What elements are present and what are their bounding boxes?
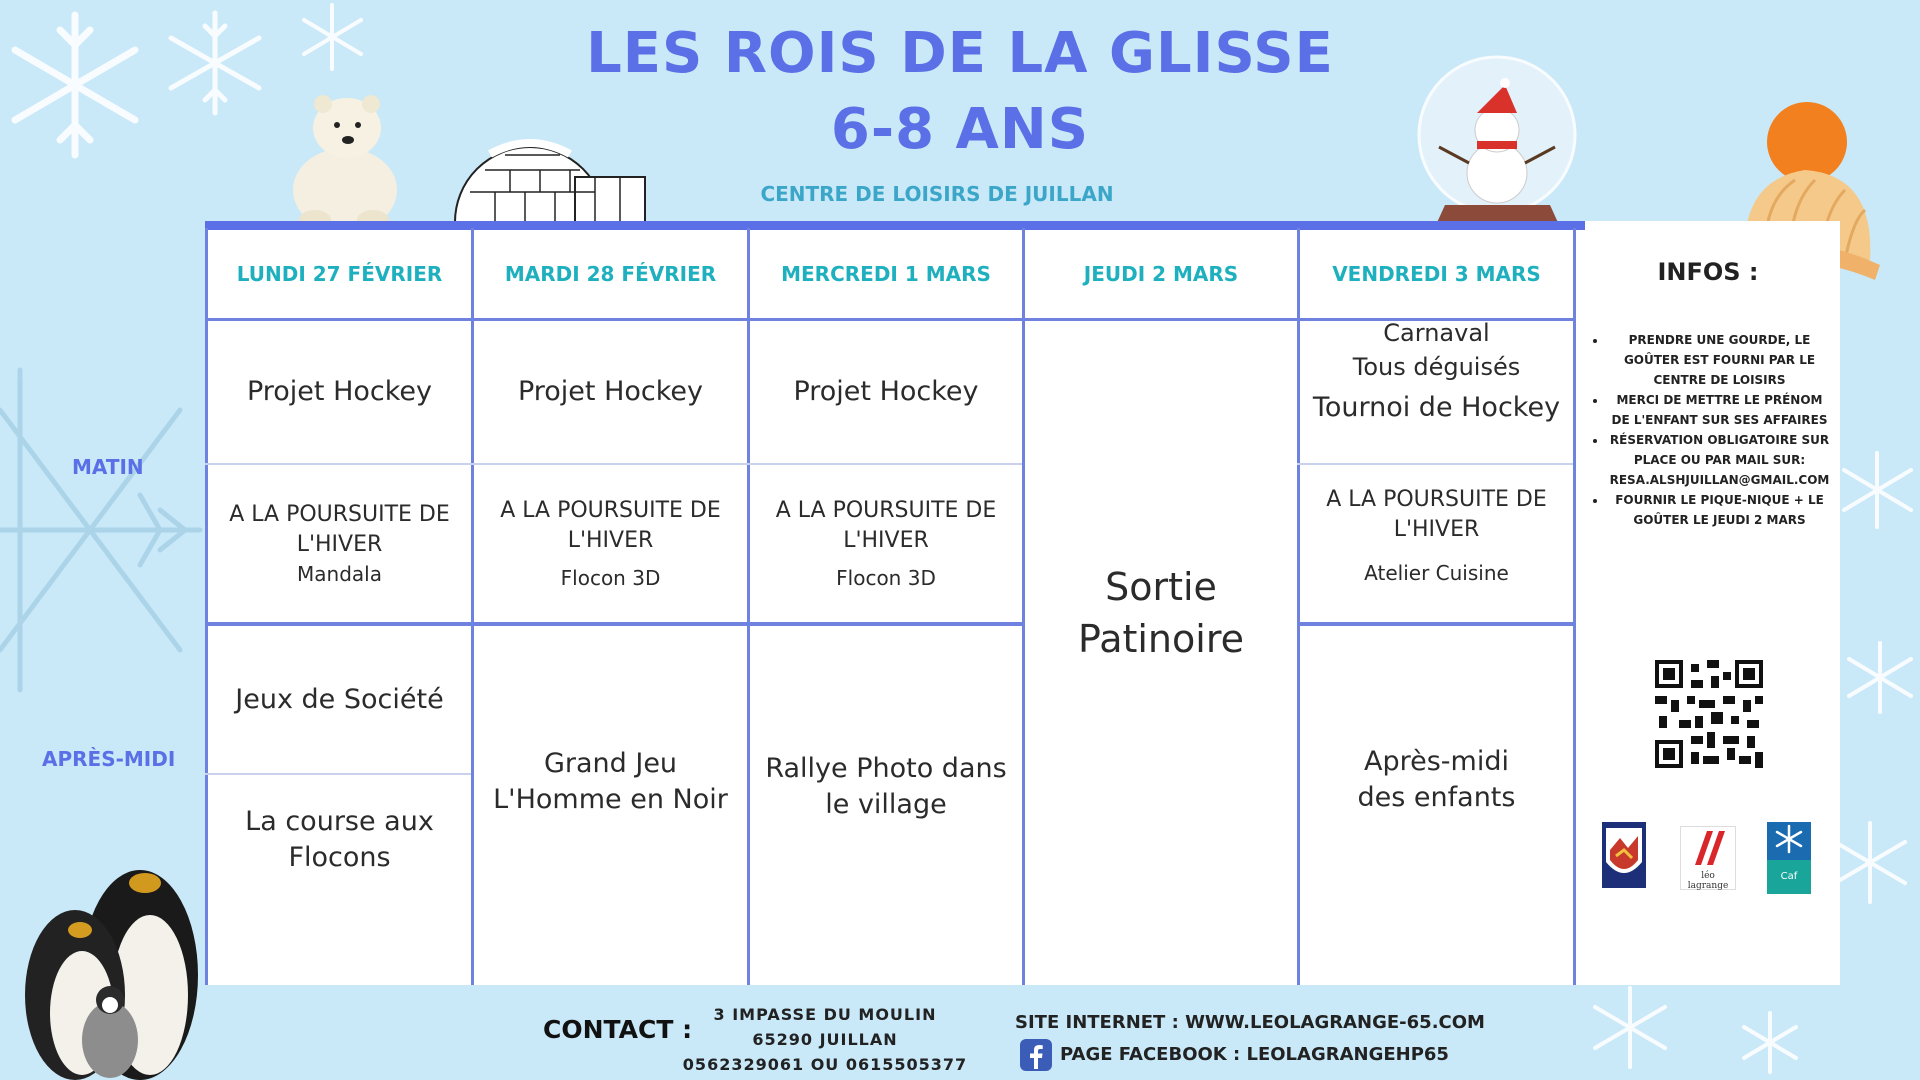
info-item: • MERCI DE METTRE LE PRÉNOM DE L'ENFANT SUR SES AFFAIRES	[1607, 390, 1832, 430]
info-item: • PRENDRE UNE GOURDE, LE GOÛTER EST FOURNI PAR LE CENTRE DE LOISIRS	[1607, 330, 1832, 390]
facebook-icon	[1020, 1039, 1052, 1071]
info-item: • RÉSERVATION OBLIGATOIRE SUR PLACE OU PAR MAIL SUR: RESA.ALSHJUILLAN@GMAIL.COM	[1607, 430, 1832, 490]
day-header-monday: LUNDI 27 FÉVRIER	[236, 262, 443, 286]
morning-label: MATIN	[72, 455, 144, 479]
afternoon-label: APRÈS-MIDI	[42, 747, 176, 771]
friday-afternoon: Après-midi des enfants	[1357, 746, 1516, 813]
address-line: 65290 JUILLAN	[752, 1030, 898, 1049]
contact-address	[680, 1002, 970, 1077]
monday-morning-1	[208, 321, 471, 463]
facebook-row[interactable]	[1020, 1039, 1449, 1071]
center-name: CENTRE DE LOISIRS DE JUILLAN	[760, 182, 1114, 206]
qr-code-icon[interactable]	[1655, 660, 1763, 768]
juillan-crest-logo-icon	[1602, 822, 1646, 888]
leo-lagrange-icon	[1681, 827, 1735, 867]
friday-morning-2: A LA POURSUITE DE L'HIVER Atelier Cuisine	[1326, 487, 1547, 585]
snowflake-icon	[1840, 450, 1915, 530]
penguins-icon	[10, 835, 210, 1080]
snowflake-icon	[1830, 820, 1910, 905]
website-link[interactable]: SITE INTERNET : WWW.LEOLAGRANGE-65.COM	[1015, 1012, 1485, 1033]
snowman-globe-icon	[1405, 55, 1590, 230]
snowflake-icon	[1845, 640, 1915, 715]
igloo-icon	[445, 122, 655, 232]
age-range: 6-8 ANS	[830, 97, 1090, 162]
snowflake-icon	[1590, 985, 1670, 1070]
address-line: 3 IMPASSE DU MOULIN	[713, 1005, 937, 1024]
infos-list	[1585, 330, 1832, 530]
thursday-all-day: Sortie Patinoire	[1077, 565, 1244, 661]
tuesday-morning-2: A LA POURSUITE DE L'HIVER Flocon 3D	[500, 497, 721, 590]
caf-logo: Caf	[1767, 822, 1811, 890]
monday-afternoon-2: La course aux Flocons	[245, 806, 434, 873]
caf-snowflake-icon	[1767, 822, 1811, 856]
snowflake-icon	[0, 330, 205, 730]
wednesday-morning-1: Projet Hockey	[793, 376, 979, 407]
day-header-tuesday: MARDI 28 FÉVRIER	[504, 262, 717, 286]
wednesday-morning-2: A LA POURSUITE DE L'HIVER Flocon 3D	[775, 497, 997, 590]
monday-afternoon-1: Jeux de Société	[235, 683, 444, 715]
monday-morning-2: A LA POURSUITE DE L'HIVER Mandala	[229, 501, 450, 586]
infos-title: INFOS :	[1657, 258, 1759, 286]
board-top-bar	[205, 221, 1585, 230]
activity-title: Projet Hockey	[246, 376, 433, 407]
day-header-wednesday: MERCREDI 1 MARS	[781, 262, 991, 286]
wednesday-afternoon: Rallye Photo dans le village	[765, 753, 1007, 820]
snowflake-icon	[1740, 1010, 1800, 1075]
page-title: LES ROIS DE LA GLISSE	[586, 21, 1334, 86]
day-header-thursday: JEUDI 2 MARS	[1083, 262, 1239, 286]
friday-morning-1: Carnaval Tous déguisés Tournoi de Hockey	[1312, 319, 1561, 423]
info-item: • FOURNIR LE PIQUE-NIQUE + LE GOÛTER LE JEUDI 2 MARS	[1607, 490, 1832, 530]
facebook-link[interactable]: PAGE FACEBOOK : LEOLAGRANGEHP65	[1060, 1044, 1449, 1065]
contact-label: CONTACT :	[543, 1015, 693, 1044]
day-header-friday: VENDREDI 3 MARS	[1332, 262, 1541, 286]
polar-bear-icon	[275, 80, 415, 235]
leo-lagrange-logo: léo lagrange	[1680, 826, 1736, 890]
phone-numbers: 0562329061 OU 0615505377	[682, 1055, 968, 1074]
tuesday-afternoon: Grand Jeu L'Homme en Noir	[493, 748, 728, 815]
tuesday-morning-1: Projet Hockey	[517, 376, 704, 407]
